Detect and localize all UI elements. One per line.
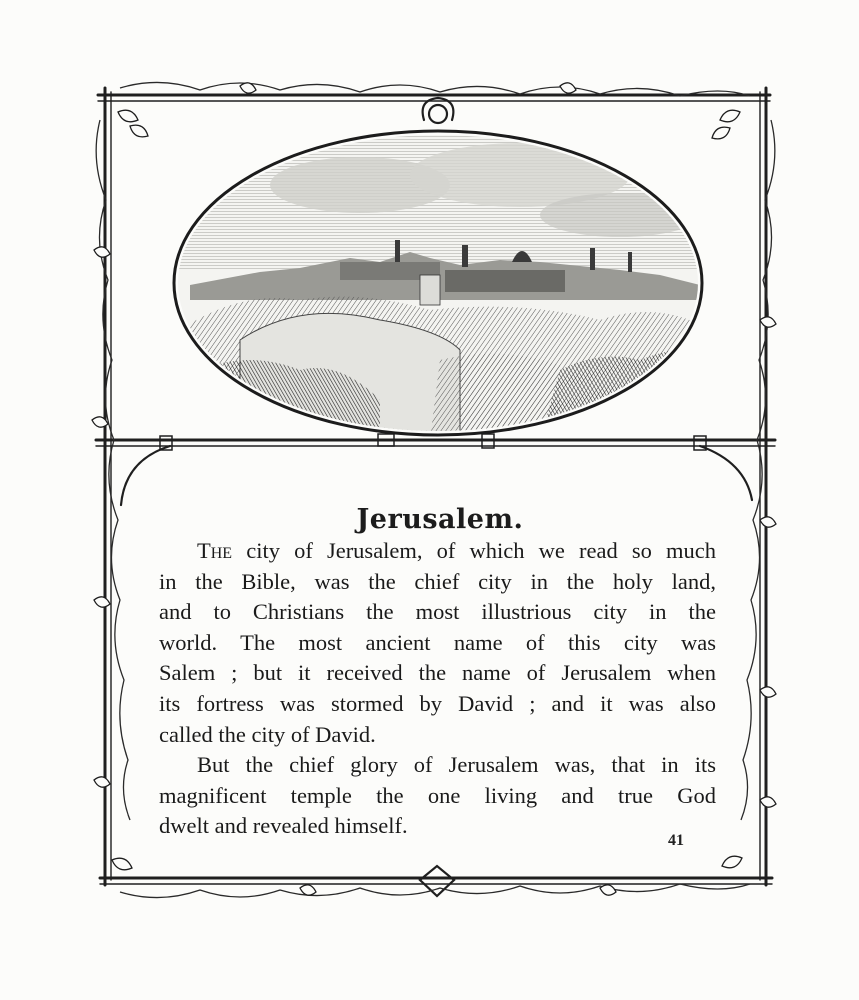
- paragraph-1-line-7: called the city of David.: [159, 721, 376, 747]
- jerusalem-engraving: [170, 130, 710, 440]
- paragraph-2-line-3: dwelt and revealed himself.: [159, 813, 408, 839]
- paragraph-1-line-5: Salem ; but it received the name of Jerusalem when: [159, 660, 716, 686]
- paragraph-1-line-4: world. The most ancient name of this city was: [159, 629, 716, 655]
- page-title: Jerusalem.: [356, 504, 524, 536]
- body-text: [159, 536, 716, 842]
- page-number: 41: [668, 832, 684, 849]
- drop-lead-word: The: [197, 538, 233, 563]
- paragraph-2-line-2: magnificent temple the one living and true God: [159, 782, 716, 808]
- paragraph-2-line-1: But the chief glory of Jerusalem was, that in its: [197, 752, 716, 778]
- paragraph-1-line-3: and to Christians the most illustrious city in the: [159, 599, 716, 625]
- paragraph-1-line-6: its fortress was stormed by David ; and it was also: [159, 690, 716, 716]
- paragraph-1-line-1: The city of Jerusalem, of which we read so much: [197, 538, 716, 563]
- paragraph-1-line-2: in the Bible, was the chief city in the holy land,: [159, 568, 716, 594]
